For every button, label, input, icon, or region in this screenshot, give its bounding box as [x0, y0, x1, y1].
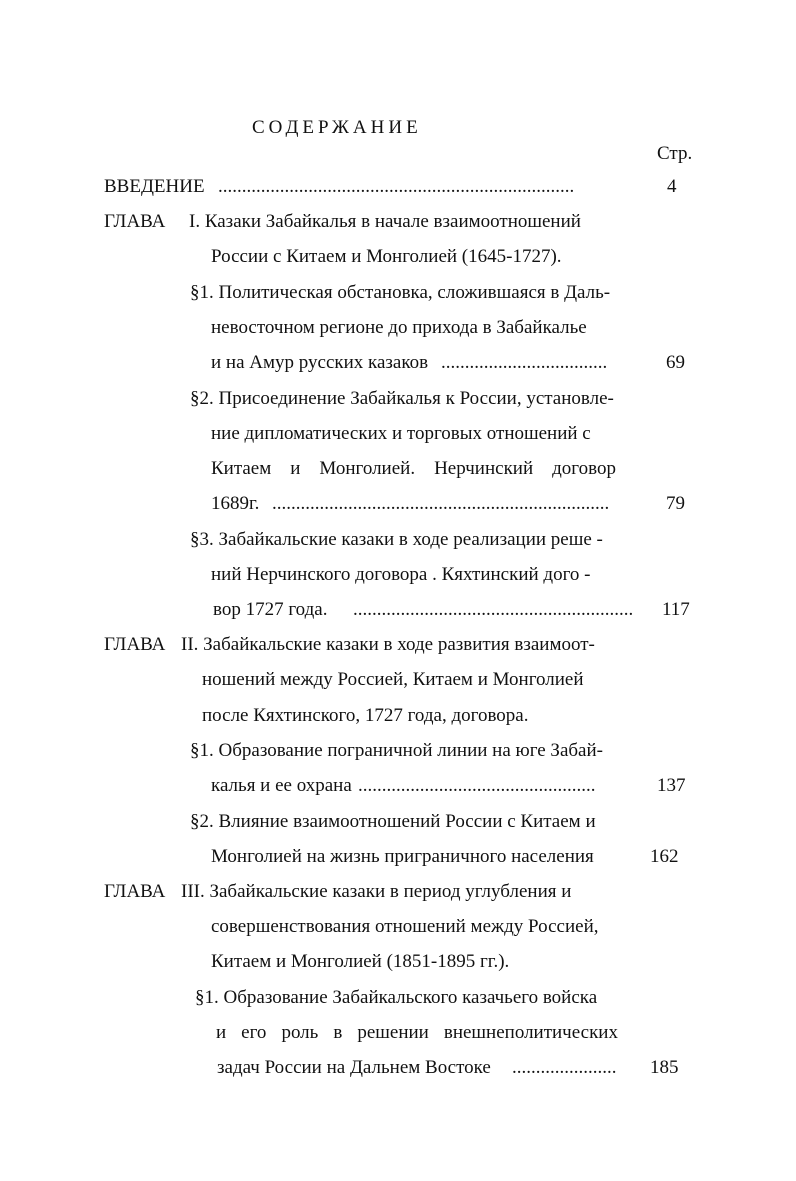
word: решении: [357, 1022, 429, 1043]
toc-ch3-s1-leader: ......................: [512, 1058, 617, 1077]
toc-ch1-s2-line2: ние дипломатических и торговых отношений с: [211, 423, 591, 444]
toc-ch1-s3-line1: §3. Забайкальские казаки в ходе реализации реше -: [190, 529, 603, 550]
toc-ch1-s1-leader: ...................................: [441, 353, 608, 372]
toc-ch2-s1-line1: §1. Образование пограничной линии на юге Забай-: [190, 740, 603, 761]
toc-ch1-prefix: ГЛАВА: [104, 211, 166, 232]
toc-ch3-line1: III. Забайкальские казаки в период углубления и: [181, 881, 572, 902]
toc-ch2-s2-page: 162: [650, 846, 679, 867]
toc-ch1-s2-page: 79: [666, 493, 685, 514]
word: и: [216, 1022, 227, 1043]
word: договор: [552, 458, 616, 479]
page-column-header: Стр.: [657, 143, 693, 164]
toc-ch3-s1-line1: §1. Образование Забайкальского казачьего войска: [195, 987, 598, 1008]
toc-ch3-s1-page: 185: [650, 1057, 679, 1078]
word: и: [290, 458, 301, 479]
toc-ch1-s1-page: 69: [666, 352, 685, 373]
toc-ch1-s2-leader: .......................................................................: [272, 494, 610, 513]
toc-ch3-prefix: ГЛАВА: [104, 881, 166, 902]
toc-ch2-s1-leader: ..................................................: [358, 776, 596, 795]
page-title: СОДЕРЖАНИЕ: [252, 117, 422, 138]
toc-ch1-s2-line4: 1689г.: [211, 493, 260, 514]
toc-ch1-s3-line2: ний Нерчинского договора . Кяхтинский дого -: [211, 564, 591, 585]
word: внешнеполитических: [443, 1022, 618, 1043]
word: Монголией.: [319, 458, 416, 479]
toc-ch2-line1: II. Забайкальские казаки в ходе развития взаимоот-: [181, 634, 595, 655]
toc-ch1-s3-leader: ...........................................................: [353, 600, 634, 619]
toc-intro-page: 4: [667, 176, 677, 197]
toc-ch1-s2-line3: [211, 459, 616, 478]
word: Китаем: [211, 458, 272, 479]
toc-ch1-s3-line3: вор 1727 года.: [213, 599, 328, 620]
toc-ch1-s1-line2: невосточном регионе до прихода в Забайкалье: [211, 317, 587, 338]
toc-ch1-s1-line1: §1. Политическая обстановка, сложившаяся в Даль-: [190, 282, 611, 303]
toc-ch3-line3: Китаем и Монголией (1851-1895 гг.).: [211, 951, 510, 972]
toc-ch1-line2: России с Китаем и Монголией (1645-1727).: [211, 246, 562, 267]
word: Нерчинский: [434, 458, 534, 479]
toc-ch1-s3-page: 117: [662, 599, 690, 620]
word: его: [241, 1022, 267, 1043]
toc-ch3-s1-line2: [216, 1023, 618, 1042]
toc-intro-label: ВВЕДЕНИЕ: [104, 176, 205, 197]
toc-ch3-s1-line3: задач России на Дальнем Востоке: [217, 1057, 491, 1078]
toc-ch2-s2-line2: Монголией на жизнь приграничного населения: [211, 846, 594, 867]
toc-ch1-s1-line3: и на Амур русских казаков: [211, 352, 429, 373]
toc-ch2-line2: ношений между Россией, Китаем и Монголией: [202, 669, 584, 690]
word: в: [333, 1022, 343, 1043]
toc-ch2-s2-line1: §2. Влияние взаимоотношений России с Китаем и: [190, 811, 596, 832]
toc-ch1-line1: I. Казаки Забайкалья в начале взаимоотношений: [189, 211, 581, 232]
word: роль: [281, 1022, 319, 1043]
toc-ch2-s1-page: 137: [657, 775, 686, 796]
toc-ch3-line2: совершенствования отношений между Россией,: [211, 916, 599, 937]
toc-ch2-s1-line2: калья и ее охрана: [211, 775, 352, 796]
toc-ch1-s2-line1: §2. Присоединение Забайкалья к России, установле-: [190, 388, 614, 409]
toc-intro-leader: ...........................................................................: [218, 177, 575, 196]
toc-ch2-line3: после Кяхтинского, 1727 года, договора.: [202, 705, 529, 726]
toc-ch2-prefix: ГЛАВА: [104, 634, 166, 655]
